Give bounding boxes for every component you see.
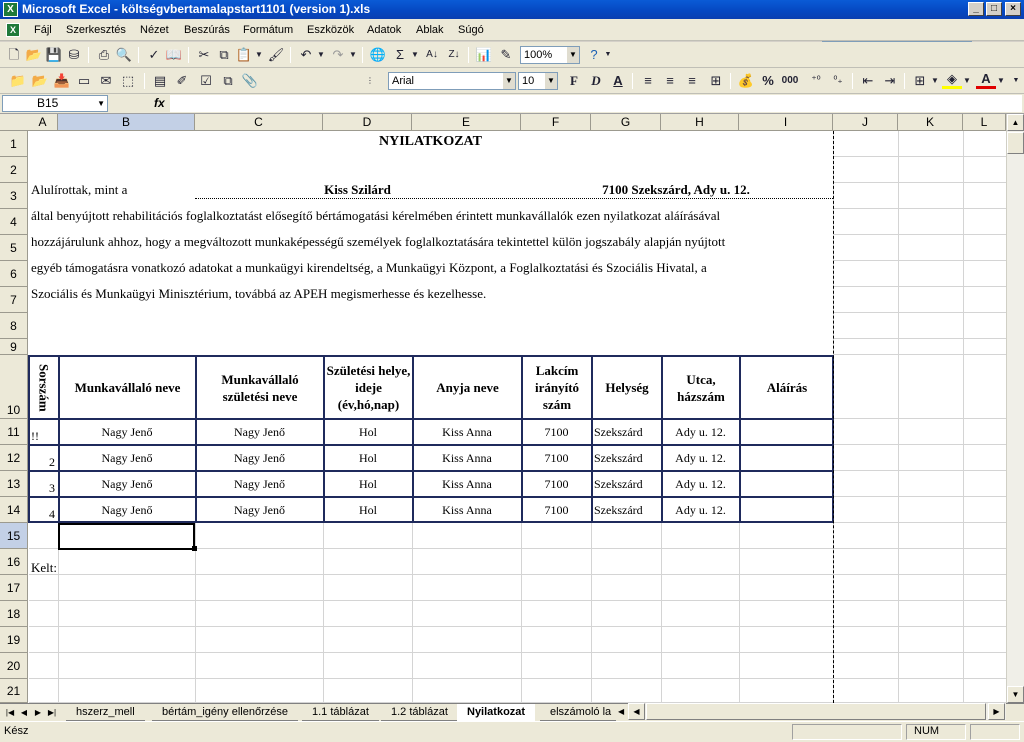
table-cell-r3-c7[interactable]: Ady u. 12.: [675, 477, 726, 491]
table-cell-r4-c2[interactable]: Nagy Jenő: [234, 503, 285, 517]
zoom-dropdown-icon[interactable]: ▼: [567, 47, 579, 63]
redo-dropdown-icon[interactable]: ▼: [349, 50, 357, 59]
table-cell-r2-c1[interactable]: Nagy Jenő: [101, 451, 153, 465]
applicant-address[interactable]: 7100 Szekszárd, Ady u. 12.: [602, 182, 750, 197]
sheet-tab-nyilatkozat[interactable]: Nyilatkozat: [457, 704, 535, 721]
last-sheet-icon[interactable]: ▶|: [47, 708, 57, 717]
gridline-horizontal: [29, 678, 1006, 679]
gridline-horizontal: [29, 652, 1006, 653]
document-title[interactable]: NYILATKOZAT: [379, 134, 482, 149]
table-cell-r3-c3[interactable]: Hol: [359, 477, 377, 491]
menu-format[interactable]: Formátum: [243, 24, 294, 36]
cell-reference: B15: [37, 96, 59, 110]
zoom-value: 100%: [524, 49, 553, 61]
row-header-11[interactable]: 11: [0, 419, 28, 445]
zoom-select[interactable]: [520, 46, 580, 64]
table-header-2[interactable]: Munkavállaló születési neve: [221, 371, 299, 404]
gridline-horizontal: [29, 600, 1006, 601]
close-doc-icon[interactable]: ▭: [77, 73, 91, 88]
undo-dropdown-icon[interactable]: ▼: [317, 50, 325, 59]
column-header-d[interactable]: D: [323, 114, 412, 131]
minimize-button[interactable]: _: [968, 2, 984, 16]
sheet-tab-1-2-tablazat[interactable]: 1.2 táblázat: [381, 704, 458, 721]
email-icon[interactable]: ✉: [100, 73, 112, 88]
row-header-17[interactable]: 17: [0, 575, 28, 601]
sort-ascending-icon[interactable]: A↓: [426, 49, 438, 60]
column-header-j[interactable]: J: [833, 114, 898, 131]
font-value: Arial: [392, 75, 415, 87]
table-cell-r1-c7[interactable]: Ady u. 12.: [675, 425, 726, 439]
hyperlink-icon[interactable]: 🌐: [369, 47, 387, 62]
table-header-7[interactable]: Utca, házszám: [677, 371, 725, 404]
borders-dropdown-icon[interactable]: ▼: [931, 76, 939, 85]
table-cell-r4-c7[interactable]: Ady u. 12.: [675, 503, 726, 517]
status-panel: [970, 724, 1020, 740]
table-cell-r4-c3[interactable]: Hol: [359, 503, 377, 517]
gridline-vertical: [963, 131, 964, 703]
merge-center-icon[interactable]: ⊞: [710, 73, 722, 88]
table-cell-r3-c5[interactable]: 7100: [544, 477, 569, 491]
vertical-scrollbar[interactable]: [1006, 114, 1024, 703]
increase-indent-icon[interactable]: ⇥: [884, 73, 896, 88]
autosum-icon[interactable]: Σ: [395, 47, 405, 62]
open-folder-icon[interactable]: 📂: [25, 47, 43, 62]
fill-in-line: [195, 198, 833, 199]
separator: [290, 47, 291, 63]
comment-icon[interactable]: ▤: [153, 73, 167, 88]
status-ready: Kész: [4, 725, 29, 737]
column-header-a[interactable]: A: [28, 114, 58, 131]
row-header-9[interactable]: 9: [0, 339, 28, 355]
column-header-g[interactable]: G: [591, 114, 661, 131]
applicant-name[interactable]: Kiss Szilárd: [324, 182, 391, 197]
selected-cell-b15[interactable]: [58, 523, 195, 550]
toolbar-options-icon[interactable]: ▼: [604, 51, 612, 58]
gridline-horizontal: [29, 574, 1006, 575]
row-header-2[interactable]: 2: [0, 157, 28, 183]
decrease-indent-icon[interactable]: ⇤: [862, 73, 874, 88]
row-header-14[interactable]: 14: [0, 497, 28, 523]
column-header-l[interactable]: L: [963, 114, 1006, 131]
table-cell-r2-c6[interactable]: Szekszárd: [594, 451, 643, 465]
align-right-icon[interactable]: ≡: [688, 73, 696, 88]
save-icon[interactable]: 💾: [45, 47, 63, 62]
autosum-dropdown-icon[interactable]: ▼: [411, 50, 419, 59]
menu-bar: [0, 19, 1024, 41]
sheet-tab-bertam-igeny[interactable]: bértám_igény ellenőrzése: [152, 704, 298, 721]
separator: [632, 73, 633, 89]
name-box[interactable]: [2, 95, 108, 112]
table-header-6[interactable]: Helység: [605, 380, 649, 395]
currency-icon[interactable]: 💰: [737, 73, 755, 88]
align-center-icon[interactable]: ≡: [666, 73, 674, 88]
table-cell-r2-c2[interactable]: Nagy Jenő: [234, 451, 285, 465]
separator: [468, 47, 469, 63]
intro-text[interactable]: Alulírottak, mint a: [31, 182, 128, 197]
row-header-13[interactable]: 13: [0, 471, 28, 497]
scroll-right-icon[interactable]: ▶: [988, 703, 1005, 720]
row-header-3[interactable]: 3: [0, 183, 28, 209]
column-header-c[interactable]: C: [195, 114, 323, 131]
table-cell-r2-c5[interactable]: 7100: [544, 451, 569, 465]
menu-data[interactable]: Adatok: [367, 24, 402, 36]
column-header-f[interactable]: F: [521, 114, 591, 131]
table-cell-r3-c0[interactable]: 3: [49, 481, 55, 495]
permission-icon[interactable]: ⛁: [68, 47, 80, 62]
folder-icon[interactable]: 📁: [9, 73, 27, 88]
font-dropdown-icon[interactable]: ▼: [503, 73, 515, 89]
row-header-12[interactable]: 12: [0, 445, 28, 471]
select-all-button[interactable]: [0, 114, 29, 131]
status-panel: [792, 724, 902, 740]
close-button[interactable]: ×: [1005, 2, 1021, 16]
table-cell-r3-c8[interactable]: [741, 472, 832, 496]
vertical-scroll-thumb[interactable]: [1007, 132, 1024, 154]
excel-icon[interactable]: X: [3, 2, 18, 17]
tab-split-icon[interactable]: ◀: [618, 707, 625, 716]
maximize-button[interactable]: □: [986, 2, 1002, 16]
toolbar-options-icon[interactable]: ▼: [1012, 77, 1020, 84]
font-select[interactable]: [388, 72, 516, 90]
num-lock-indicator: NUM: [914, 725, 940, 737]
row-header-16[interactable]: 16: [0, 549, 28, 575]
menu-help[interactable]: Súgó: [458, 24, 484, 36]
drawing-icon[interactable]: ✎: [500, 47, 512, 62]
horizontal-scroll-thumb[interactable]: [646, 703, 986, 720]
font-size-dropdown-icon[interactable]: ▼: [545, 73, 557, 89]
protect-icon[interactable]: ⬚: [121, 73, 135, 88]
page-break-line: [833, 131, 834, 703]
separator: [730, 73, 731, 89]
column-header-k[interactable]: K: [898, 114, 963, 131]
menu-tools[interactable]: Eszközök: [307, 24, 355, 36]
separator: [188, 47, 189, 63]
paragraph-line-3[interactable]: egyéb támogatásra vonatkozó adatokat a munkaügyi kirendeltség, a Munkaügyi Központ, a Foglalkoztatási és Szociális Hivatal, a: [31, 260, 707, 275]
scroll-left-icon[interactable]: ◀: [628, 703, 645, 720]
sheet-tab-hszerz-mell[interactable]: hszerz_mell: [66, 704, 145, 721]
paragraph-line-2[interactable]: hozzájárulunk ahhoz, hogy a megváltozott munkaképességű személyek foglalkoztatására tekintettel külön jogszabály alapján nyújtott: [31, 234, 726, 249]
redo-icon[interactable]: ↷: [332, 47, 344, 62]
thousands-separator-button[interactable]: 000: [781, 75, 799, 86]
table-cell-r2-c7[interactable]: Ady u. 12.: [675, 451, 726, 465]
row-header-8[interactable]: 8: [0, 313, 28, 339]
font-color-dropdown-icon[interactable]: ▼: [997, 76, 1005, 85]
fill-dropdown-icon[interactable]: ▼: [963, 76, 971, 85]
standard-toolbar: [0, 42, 1024, 68]
table-cell-r4-c6[interactable]: Szekszárd: [594, 503, 643, 517]
window-title: Microsoft Excel - költségvbertamalapstart1101 (version 1).xls: [22, 2, 371, 16]
paste-dropdown-icon[interactable]: ▼: [255, 50, 263, 59]
table-header-4[interactable]: Anyja neve: [436, 380, 499, 395]
table-cell-r4-c0[interactable]: 4: [49, 507, 55, 521]
table-cell-r4-c8[interactable]: [741, 498, 832, 522]
table-cell-r1-c3[interactable]: Hol: [359, 425, 377, 439]
title-bar: [0, 0, 1024, 19]
row-header-10[interactable]: 10: [0, 355, 28, 419]
increase-decimal-icon[interactable]: ⁺⁰: [811, 75, 821, 86]
font-color-icon[interactable]: A: [976, 71, 996, 89]
table-header-5[interactable]: Lakcím irányító szám: [534, 363, 580, 412]
table-header-1[interactable]: Munkavállaló neve: [74, 380, 181, 395]
sort-descending-icon[interactable]: Z↓: [448, 49, 460, 60]
table-header-8[interactable]: Aláírás: [766, 380, 808, 395]
review-icon[interactable]: ☑: [200, 73, 212, 88]
formula-bar: [0, 94, 1024, 114]
compare-icon[interactable]: ⧉: [223, 73, 233, 88]
separator: [362, 47, 363, 63]
table-cell-r2-c3[interactable]: Hol: [359, 451, 377, 465]
row-header-1[interactable]: 1: [0, 131, 28, 157]
paragraph-line-4[interactable]: Szociális és Munkaügyi Minisztérium, továbbá az APEH megismerhesse és kezelhesse.: [31, 286, 487, 301]
menu-window[interactable]: Ablak: [416, 24, 444, 36]
table-cell-r3-c6[interactable]: Szekszárd: [594, 477, 643, 491]
table-cell-r3-c1[interactable]: Nagy Jenő: [101, 477, 153, 491]
row-header-7[interactable]: 7: [0, 287, 28, 313]
formula-input[interactable]: [170, 95, 1022, 112]
table-cell-r3-c2[interactable]: Nagy Jenő: [234, 477, 285, 491]
copy-icon[interactable]: ⧉: [219, 47, 229, 62]
font-size-value: 10: [522, 75, 535, 87]
row-header-15[interactable]: 15: [0, 523, 28, 549]
track-changes-icon[interactable]: ✐: [176, 73, 188, 88]
gridline-horizontal: [29, 626, 1006, 627]
formatting-toolbar: [0, 68, 1024, 94]
table-cell-r1-c8[interactable]: [741, 420, 832, 444]
table-header-3[interactable]: Születési helye, ideje (év,hó,nap): [326, 363, 411, 412]
table-cell-r1-c4[interactable]: Kiss Anna: [442, 425, 492, 439]
row-header-21[interactable]: 21: [0, 679, 28, 703]
new-file-icon[interactable]: 🗋: [8, 47, 20, 62]
row-header-20[interactable]: 20: [0, 653, 28, 679]
table-cell-r1-c5[interactable]: 7100: [544, 425, 569, 439]
menu-view[interactable]: Nézet: [140, 24, 169, 36]
help-icon[interactable]: ?: [590, 47, 598, 62]
table-cell-r1-c1[interactable]: Nagy Jenő: [101, 425, 153, 439]
cut-icon[interactable]: ✂: [198, 47, 210, 62]
italic-button[interactable]: D: [591, 73, 601, 88]
table-cell-r4-c4[interactable]: Kiss Anna: [442, 503, 492, 517]
font-size-select[interactable]: [518, 72, 558, 90]
table-cell-r1-c6[interactable]: Szekszárd: [594, 425, 643, 439]
table-cell-r2-c0[interactable]: 2: [49, 455, 55, 469]
toolbar-grip-icon[interactable]: ⋮: [366, 76, 374, 85]
document-icon[interactable]: X: [6, 23, 20, 37]
format-painter-icon[interactable]: 🖌: [267, 47, 285, 62]
row-header-4[interactable]: 4: [0, 209, 28, 235]
row-header-19[interactable]: 19: [0, 627, 28, 653]
spreadsheet-grid[interactable]: [0, 114, 1006, 703]
table-cell-r2-c4[interactable]: Kiss Anna: [442, 451, 492, 465]
spelling-icon[interactable]: ✓: [148, 47, 160, 62]
sheet-tab-elszamolo[interactable]: elszámoló la: [540, 704, 616, 721]
row-header-6[interactable]: 6: [0, 261, 28, 287]
table-cell-r1-c0[interactable]: !!: [31, 429, 39, 443]
percent-button[interactable]: %: [762, 73, 774, 88]
column-header-b[interactable]: B: [58, 114, 195, 131]
table-cell-r1-c2[interactable]: Nagy Jenő: [234, 425, 285, 439]
menu-file[interactable]: Fájl: [34, 24, 52, 36]
menu-insert[interactable]: Beszúrás: [184, 24, 230, 36]
separator: [904, 73, 905, 89]
undo-icon[interactable]: ↶: [300, 47, 312, 62]
table-cell-r2-c8[interactable]: [741, 446, 832, 470]
table-cell-r4-c1[interactable]: Nagy Jenő: [101, 503, 153, 517]
kelt-label[interactable]: Kelt:: [31, 560, 57, 575]
next-sheet-icon[interactable]: ▶: [34, 708, 42, 717]
print-icon[interactable]: ⎙: [98, 47, 110, 62]
separator: [138, 47, 139, 63]
align-left-icon[interactable]: ≡: [644, 73, 652, 88]
column-header-i[interactable]: I: [739, 114, 833, 131]
row-header-5[interactable]: 5: [0, 235, 28, 261]
separator: [852, 73, 853, 89]
save-as-icon[interactable]: 📥: [53, 73, 71, 88]
name-box-dropdown-icon[interactable]: ▼: [97, 99, 105, 108]
table-cell-r3-c4[interactable]: Kiss Anna: [442, 477, 492, 491]
scroll-up-icon[interactable]: ▲: [1007, 114, 1024, 131]
separator: [144, 73, 145, 89]
row-header-18[interactable]: 18: [0, 601, 28, 627]
print-preview-icon[interactable]: 🔍: [115, 47, 133, 62]
table-cell-r4-c5[interactable]: 7100: [544, 503, 569, 517]
sheet-tab-1-1-tablazat[interactable]: 1.1 táblázat: [302, 704, 379, 721]
paste-icon[interactable]: 📋: [235, 47, 253, 62]
fill-color-icon[interactable]: ◈: [942, 71, 962, 89]
research-icon[interactable]: 📖: [165, 47, 183, 62]
fx-icon[interactable]: fx: [154, 96, 165, 110]
borders-icon[interactable]: ⊞: [914, 73, 926, 88]
column-header-h[interactable]: H: [661, 114, 739, 131]
separator: [88, 47, 89, 63]
prev-sheet-icon[interactable]: ◀: [20, 708, 28, 717]
chart-wizard-icon[interactable]: 📊: [475, 47, 493, 62]
menu-edit[interactable]: Szerkesztés: [66, 24, 126, 36]
fill-handle[interactable]: [192, 546, 197, 551]
table-header-0[interactable]: Sorszám: [36, 363, 52, 412]
underline-button[interactable]: A: [613, 73, 623, 88]
scroll-down-icon[interactable]: ▼: [1007, 686, 1024, 703]
first-sheet-icon[interactable]: |◀: [5, 708, 15, 717]
paragraph-line-1[interactable]: által benyújtott rehabilitációs foglalkoztatást elősegítő bértámogatási kérelmében érintett munkavállalók ezen nyilatkozat aláírásával: [31, 208, 721, 223]
attach-icon[interactable]: 📎: [241, 73, 259, 88]
status-bar: [0, 721, 1024, 742]
gridline-vertical: [898, 131, 899, 703]
bold-button[interactable]: F: [570, 73, 578, 88]
open-icon[interactable]: 📂: [31, 73, 49, 88]
column-header-e[interactable]: E: [412, 114, 521, 131]
horizontal-scrollbar[interactable]: [628, 703, 1006, 720]
decrease-decimal-icon[interactable]: ⁰₊: [833, 75, 843, 86]
